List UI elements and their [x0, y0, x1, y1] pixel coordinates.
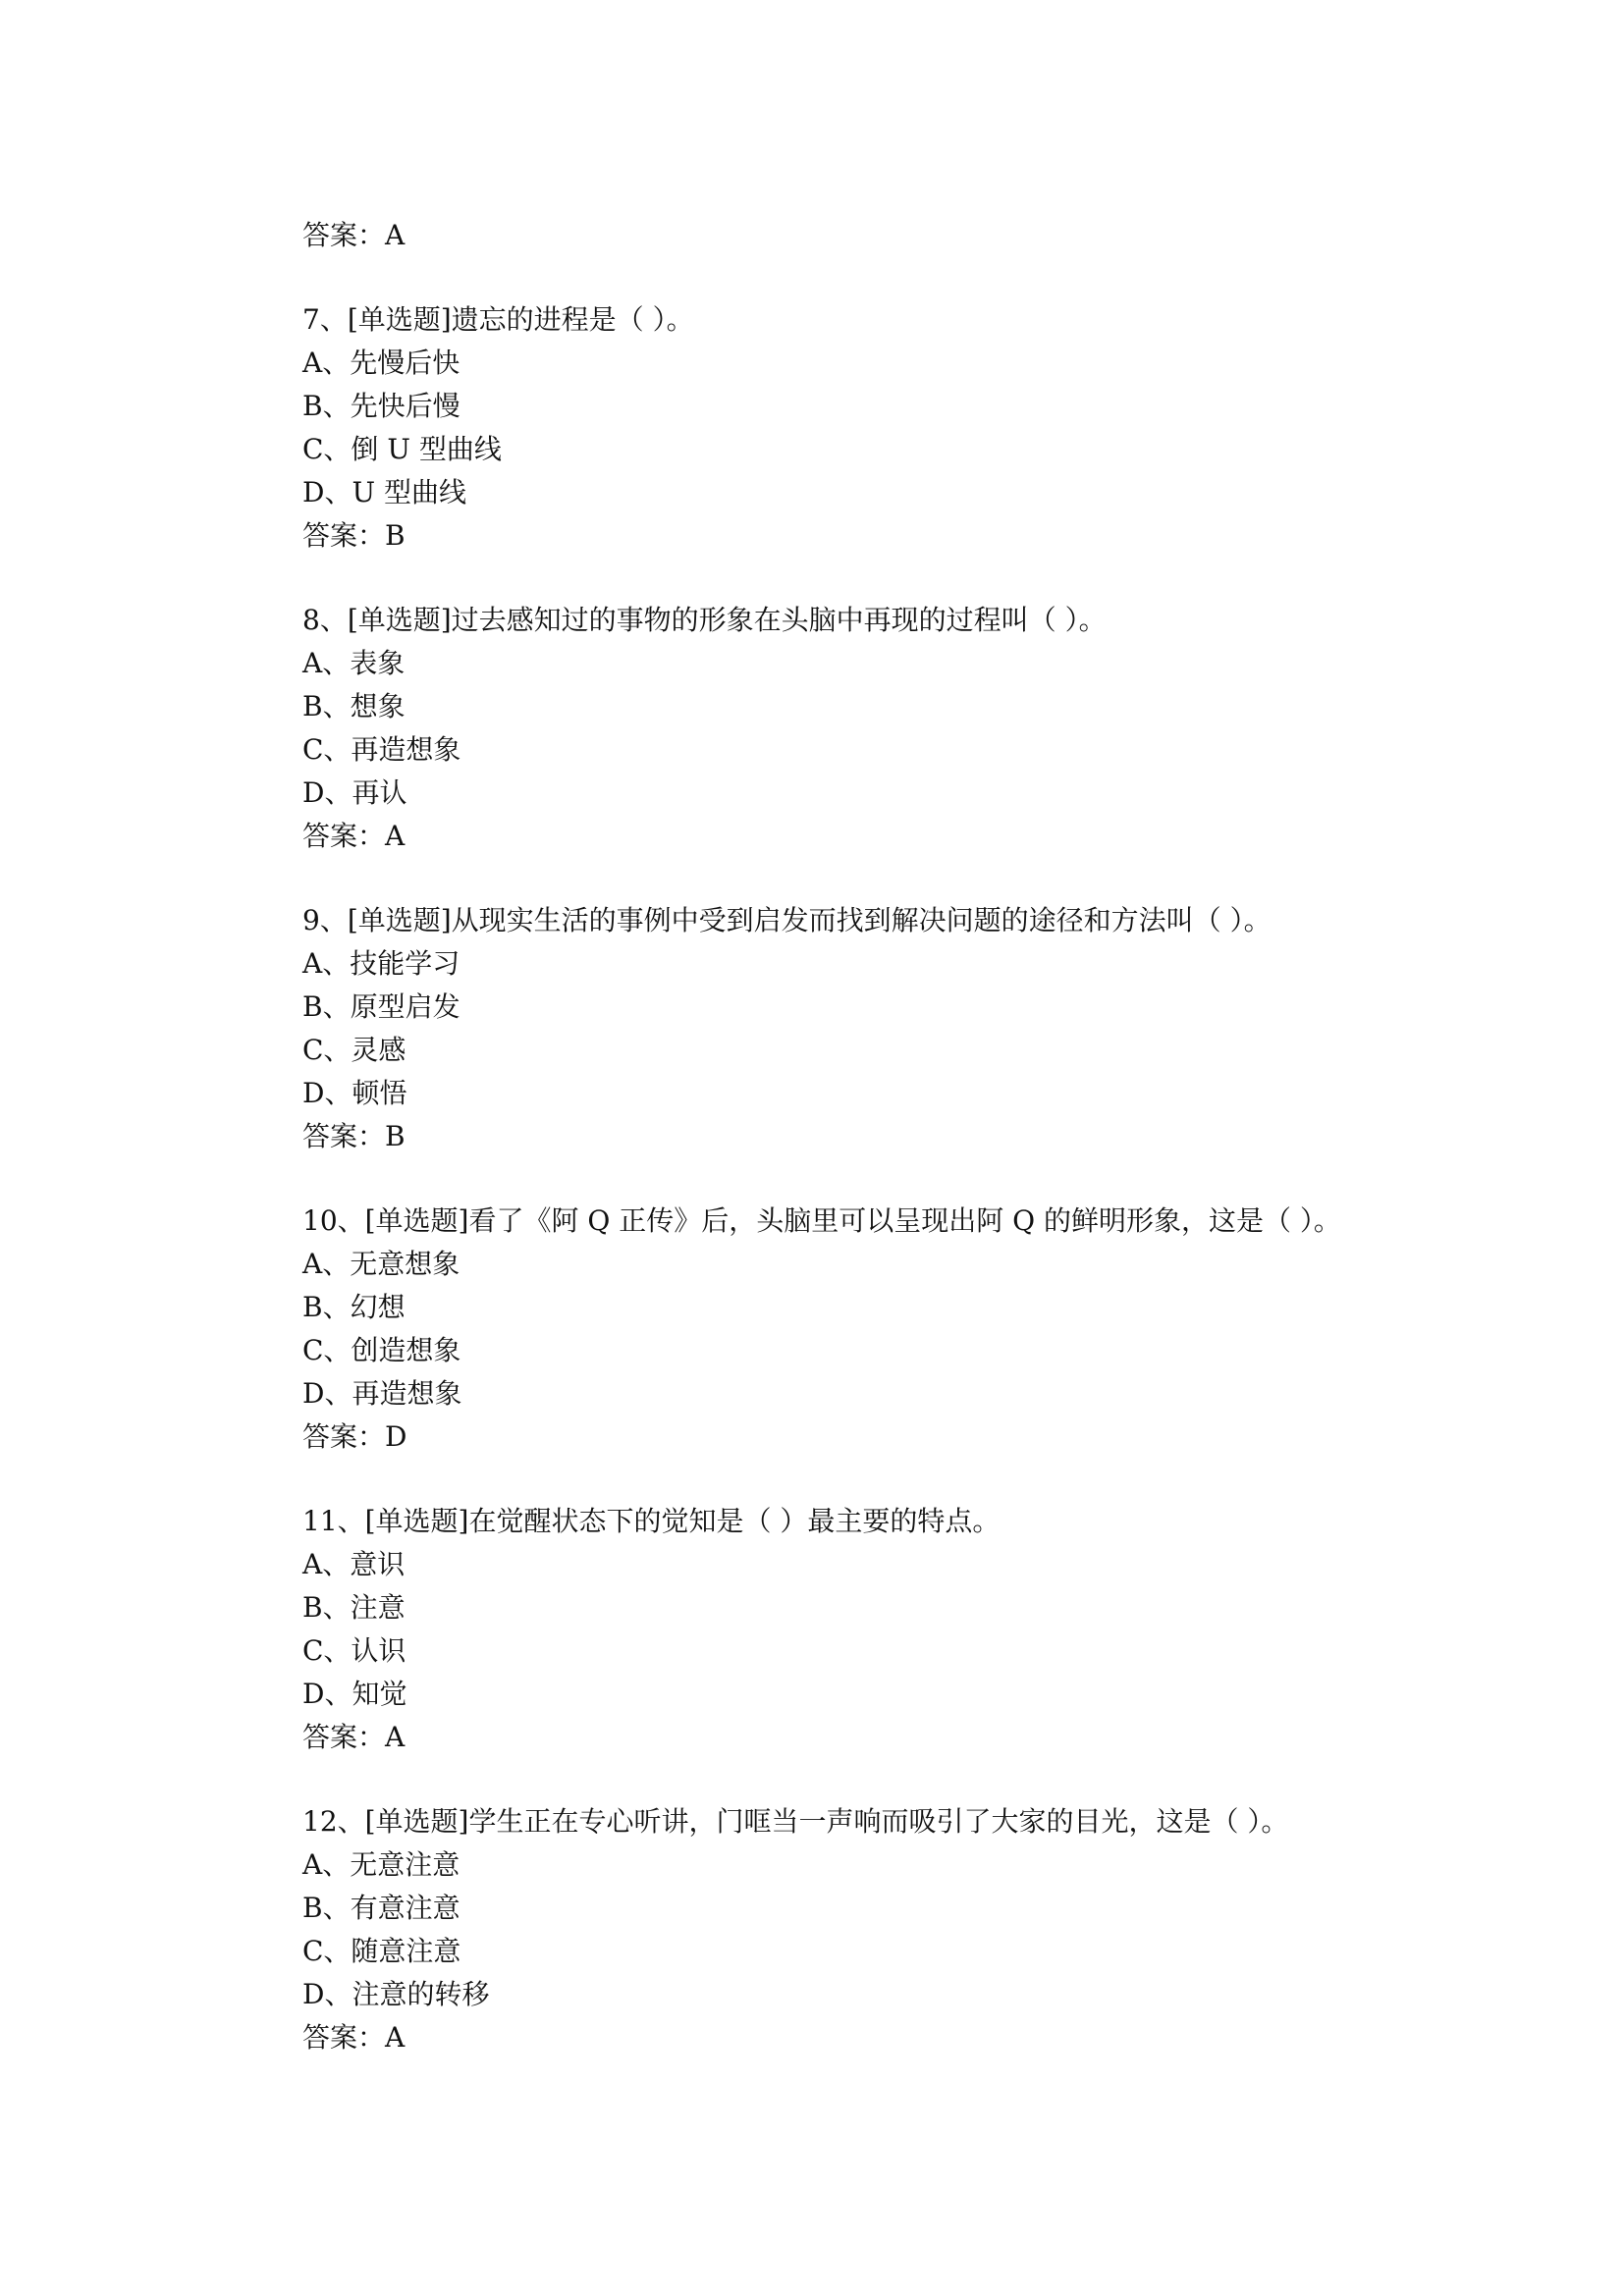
question-11 — [302, 1500, 1432, 1759]
option-a: A、表象 — [302, 647, 406, 679]
answer: 答案：D — [302, 1420, 407, 1453]
question-stem: 7、[单选题]遗忘的进程是（ ）。 — [302, 303, 694, 336]
option-d: D、注意的转移 — [302, 1978, 490, 2010]
option-c: C、再造想象 — [302, 733, 461, 766]
answer: 答案：B — [302, 1120, 406, 1152]
previous-answer: 答案：A — [302, 219, 406, 251]
option-b: B、有意注意 — [302, 1892, 460, 1924]
option-c: C、认识 — [302, 1634, 406, 1667]
question-stem: 12、[单选题]学生正在专心听讲，门哐当一声响而吸引了大家的目光，这是（ ）。 — [302, 1805, 1289, 1838]
question-list — [302, 214, 1432, 2059]
option-b: B、想象 — [302, 690, 406, 722]
option-d: D、顿悟 — [302, 1077, 407, 1109]
option-a: A、无意注意 — [302, 1848, 460, 1881]
option-a: A、技能学习 — [302, 947, 460, 980]
answer: 答案：A — [302, 2021, 406, 2054]
option-c: C、灵感 — [302, 1034, 406, 1066]
question-stem: 9、[单选题]从现实生活的事例中受到启发而找到解决问题的途径和方法叫（ ）。 — [302, 904, 1272, 936]
option-d: D、U 型曲线 — [302, 476, 466, 508]
question-10 — [302, 1200, 1432, 1459]
option-b: B、幻想 — [302, 1291, 406, 1323]
option-d: D、再造想象 — [302, 1377, 462, 1410]
option-d: D、再认 — [302, 776, 407, 809]
option-a: A、意识 — [302, 1548, 406, 1580]
question-stem: 11、[单选题]在觉醒状态下的觉知是（ ）最主要的特点。 — [302, 1505, 1001, 1537]
option-c: C、倒 U 型曲线 — [302, 433, 502, 465]
question-stem: 10、[单选题]看了《阿 Q 正传》后，头脑里可以呈现出阿 Q 的鲜明形象，这是（ ）。 — [302, 1204, 1341, 1237]
question-8 — [302, 599, 1432, 858]
question-9 — [302, 899, 1432, 1158]
question-12 — [302, 1800, 1432, 2059]
answer: 答案：B — [302, 519, 406, 552]
option-d: D、知觉 — [302, 1678, 407, 1710]
answer: 答案：A — [302, 1721, 406, 1753]
answer: 答案：A — [302, 820, 406, 852]
option-b: B、注意 — [302, 1591, 406, 1624]
option-c: C、随意注意 — [302, 1935, 461, 1967]
option-c: C、创造想象 — [302, 1334, 461, 1366]
question-7 — [302, 298, 1432, 558]
option-a: A、无意想象 — [302, 1248, 460, 1280]
question-stem: 8、[单选题]过去感知过的事物的形象在头脑中再现的过程叫（ ）。 — [302, 604, 1107, 636]
option-b: B、原型启发 — [302, 990, 460, 1023]
option-a: A、先慢后快 — [302, 347, 460, 379]
option-b: B、先快后慢 — [302, 390, 460, 422]
